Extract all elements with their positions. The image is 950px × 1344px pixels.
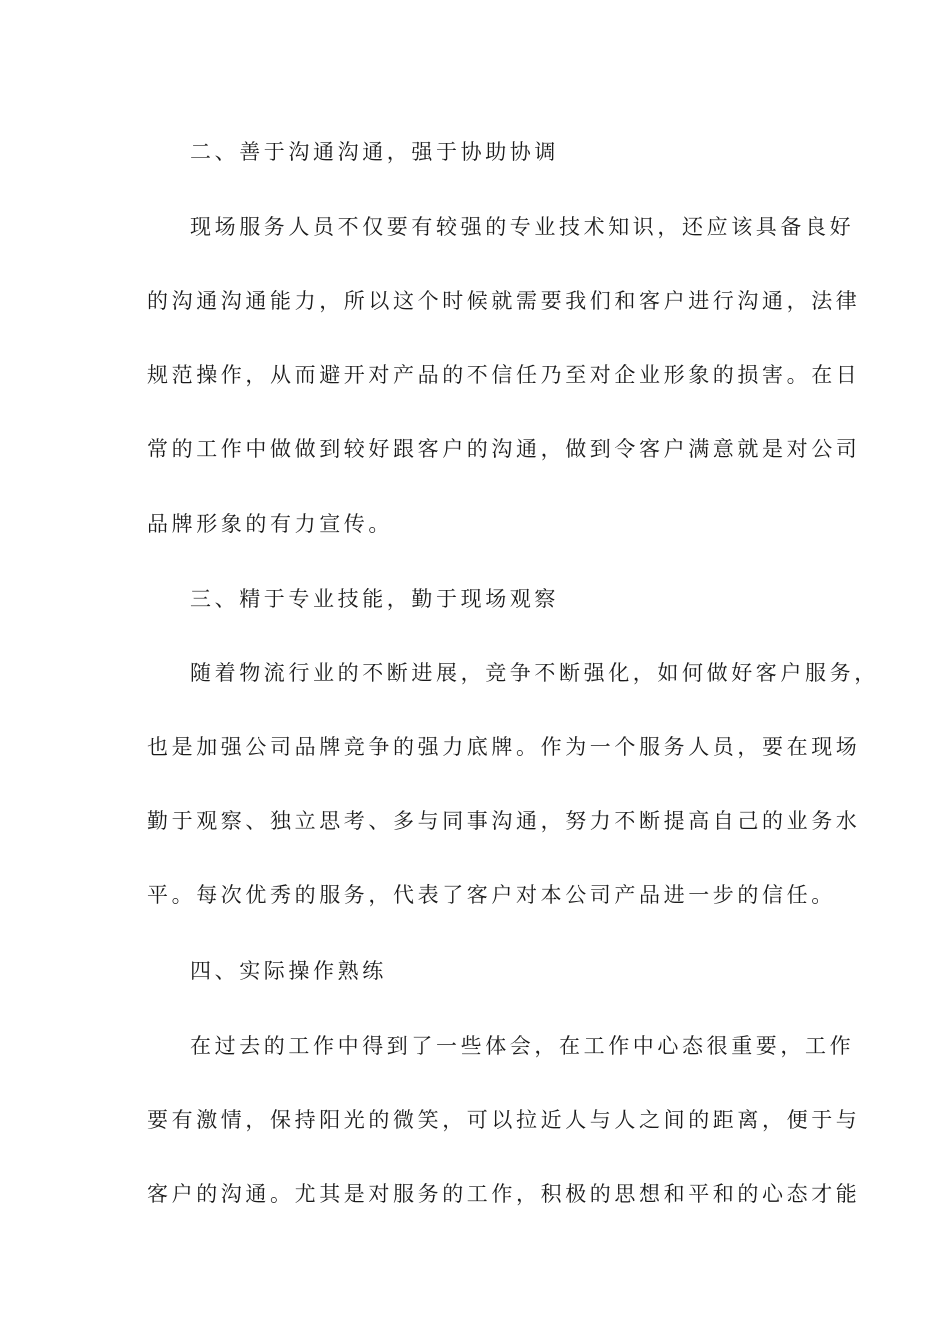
paragraph-line: 随着物流行业的不断进展，竞争不断强化，如何做好客户服务， (190, 661, 879, 685)
section-heading-3: 三、精于专业技能，勤于现场观察 (190, 587, 559, 611)
paragraph-line: 规范操作，从而避开对产品的不信任乃至对企业形象的损害。在日 (147, 363, 861, 387)
paragraph-line: 要有激情，保持阳光的微笑，可以拉近人与人之间的距离，便于与 (147, 1108, 861, 1132)
paragraph-line: 也是加强公司品牌竞争的强力底牌。作为一个服务人员，要在现场 (147, 735, 861, 759)
paragraph-line: 在过去的工作中得到了一些体会，在工作中心态很重要，工作 (190, 1034, 855, 1058)
paragraph-line: 客户的沟通。尤其是对服务的工作，积极的思想和平和的心态才能 (147, 1182, 861, 1206)
section-heading-2: 二、善于沟通沟通，强于协助协调 (190, 140, 559, 164)
paragraph-line: 的沟通沟通能力，所以这个时候就需要我们和客户进行沟通，法律 (147, 289, 861, 313)
paragraph-line: 勤于观察、独立思考、多与同事沟通，努力不断提高自己的业务水 (147, 809, 861, 833)
paragraph-line: 现场服务人员不仅要有较强的专业技术知识，还应该具备良好 (190, 215, 855, 239)
paragraph-line: 平。每次优秀的服务，代表了客户对本公司产品进一步的信任。 (147, 883, 836, 907)
paragraph-line: 常的工作中做做到较好跟客户的沟通，做到令客户满意就是对公司 (147, 437, 861, 461)
paragraph-line: 品牌形象的有力宣传。 (147, 512, 393, 536)
section-heading-4: 四、实际操作熟练 (190, 959, 387, 983)
